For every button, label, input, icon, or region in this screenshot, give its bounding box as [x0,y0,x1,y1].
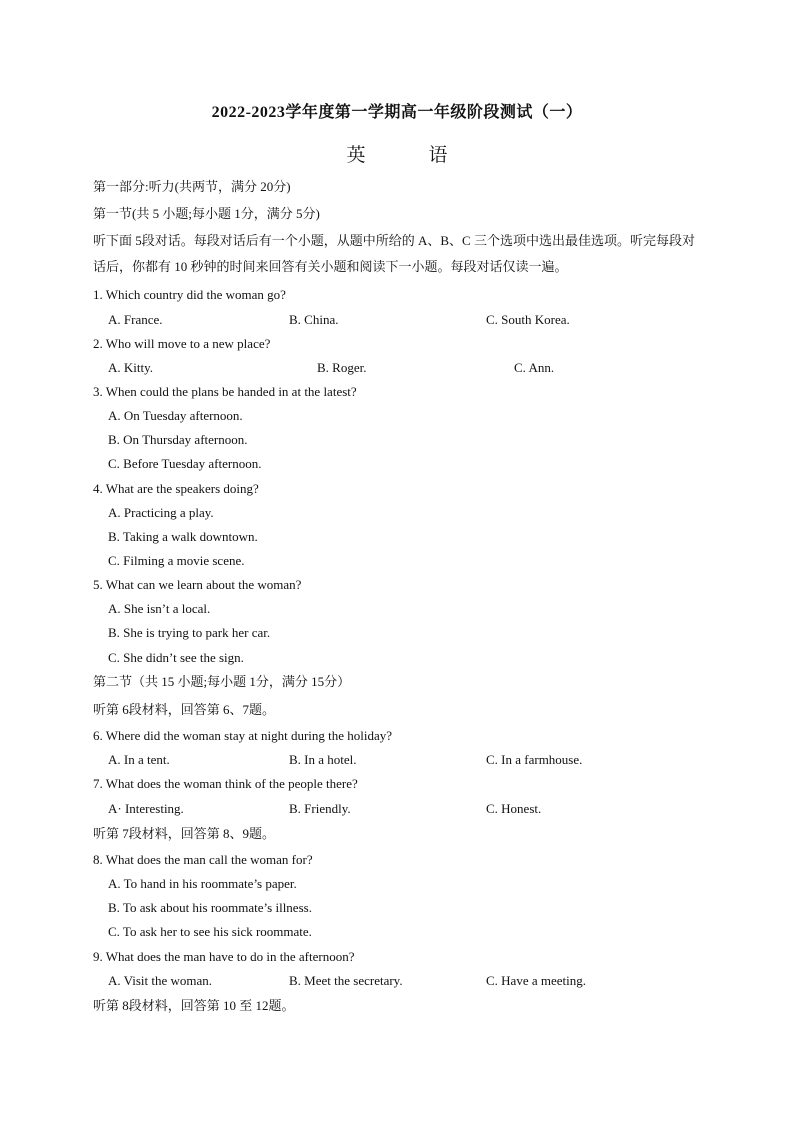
q4-option-b: B. Taking a walk downtown. [108,529,258,544]
q2-option-a: A. Kitty. [108,360,154,375]
q7-option-b: B. Friendly. [289,801,351,816]
q1-option-b: B. China. [289,312,339,327]
q9-option-c: C. Have a meeting. [486,973,586,988]
q3-option-b: B. On Thursday afternoon. [108,432,248,447]
question-3: 3. When could the plans be handed in at the latest? [93,384,357,399]
q1-option-c: C. South Korea. [486,312,570,327]
q8-option-c: C. To ask her to see his sick roommate. [108,924,312,939]
question-5: 5. What can we learn about the woman? [93,577,302,592]
q5-option-c: C. She didn’t see the sign. [108,650,244,665]
q6-option-b: B. In a hotel. [289,752,357,767]
q2-option-b: B. Roger. [317,360,367,375]
subject-title: 英 语 [346,145,470,166]
q8-option-b: B. To ask about his roommate’s illness. [108,900,312,915]
material-6-instruction: 听第 6段材料，回答第 6、7题。 [93,702,276,717]
q4-option-c: C. Filming a movie scene. [108,553,245,568]
question-9: 9. What does the man have to do in the afternoon? [93,949,355,964]
q7-option-a: A· Interesting. [108,801,184,816]
question-6: 6. Where did the woman stay at night during the holiday? [93,728,393,743]
q1-option-a: A. France. [108,312,163,327]
question-2: 2. Who will move to a new place? [93,336,271,351]
part1-heading: 第一部分:听力(共两节，满分 20分) [93,179,291,194]
question-7: 7. What does the woman think of the people there? [93,776,358,791]
question-4: 4. What are the speakers doing? [93,481,259,496]
q5-option-b: B. She is trying to park her car. [108,625,271,640]
q9-option-a: A. Visit the woman. [108,973,213,988]
exam-title: 2022-2023学年度第一学期高一年级阶段测试（一） [211,104,583,121]
q4-option-a: A. Practicing a play. [108,505,214,520]
material-8-instruction: 听第 8段材料，回答第 10 至 12题。 [93,998,295,1013]
q3-option-a: A. On Tuesday afternoon. [108,408,243,423]
q2-option-c: C. Ann. [514,360,555,375]
q8-option-a: A. To hand in his roommate’s paper. [108,876,297,891]
question-8: 8. What does the man call the woman for? [93,852,313,867]
question-1: 1. Which country did the woman go? [93,287,286,302]
section2-heading: 第二节（共 15 小题;每小题 1分，满分 15分） [93,674,351,689]
q7-option-c: C. Honest. [486,801,542,816]
q6-option-c: C. In a farmhouse. [486,752,583,767]
q9-option-b: B. Meet the secretary. [289,973,403,988]
q5-option-a: A. She isn’t a local. [108,601,211,616]
material-7-instruction: 听第 7段材料，回答第 8、9题。 [93,826,276,841]
q3-option-c: C. Before Tuesday afternoon. [108,456,262,471]
section1-instructions: 听下面 5段对话。每段对话后有一个小题，从题中所给的 A、B、C 三个选项中选出最佳选项。听完每段对话后，你都有 10 秒钟的时间来回答有关小题和阅读下一小题。每段对话仅读一遍。 [93,233,695,274]
section1-heading: 第一节(共 5 小题;每小题 1分，满分 5分) [93,206,320,221]
q6-option-a: A. In a tent. [108,752,170,767]
